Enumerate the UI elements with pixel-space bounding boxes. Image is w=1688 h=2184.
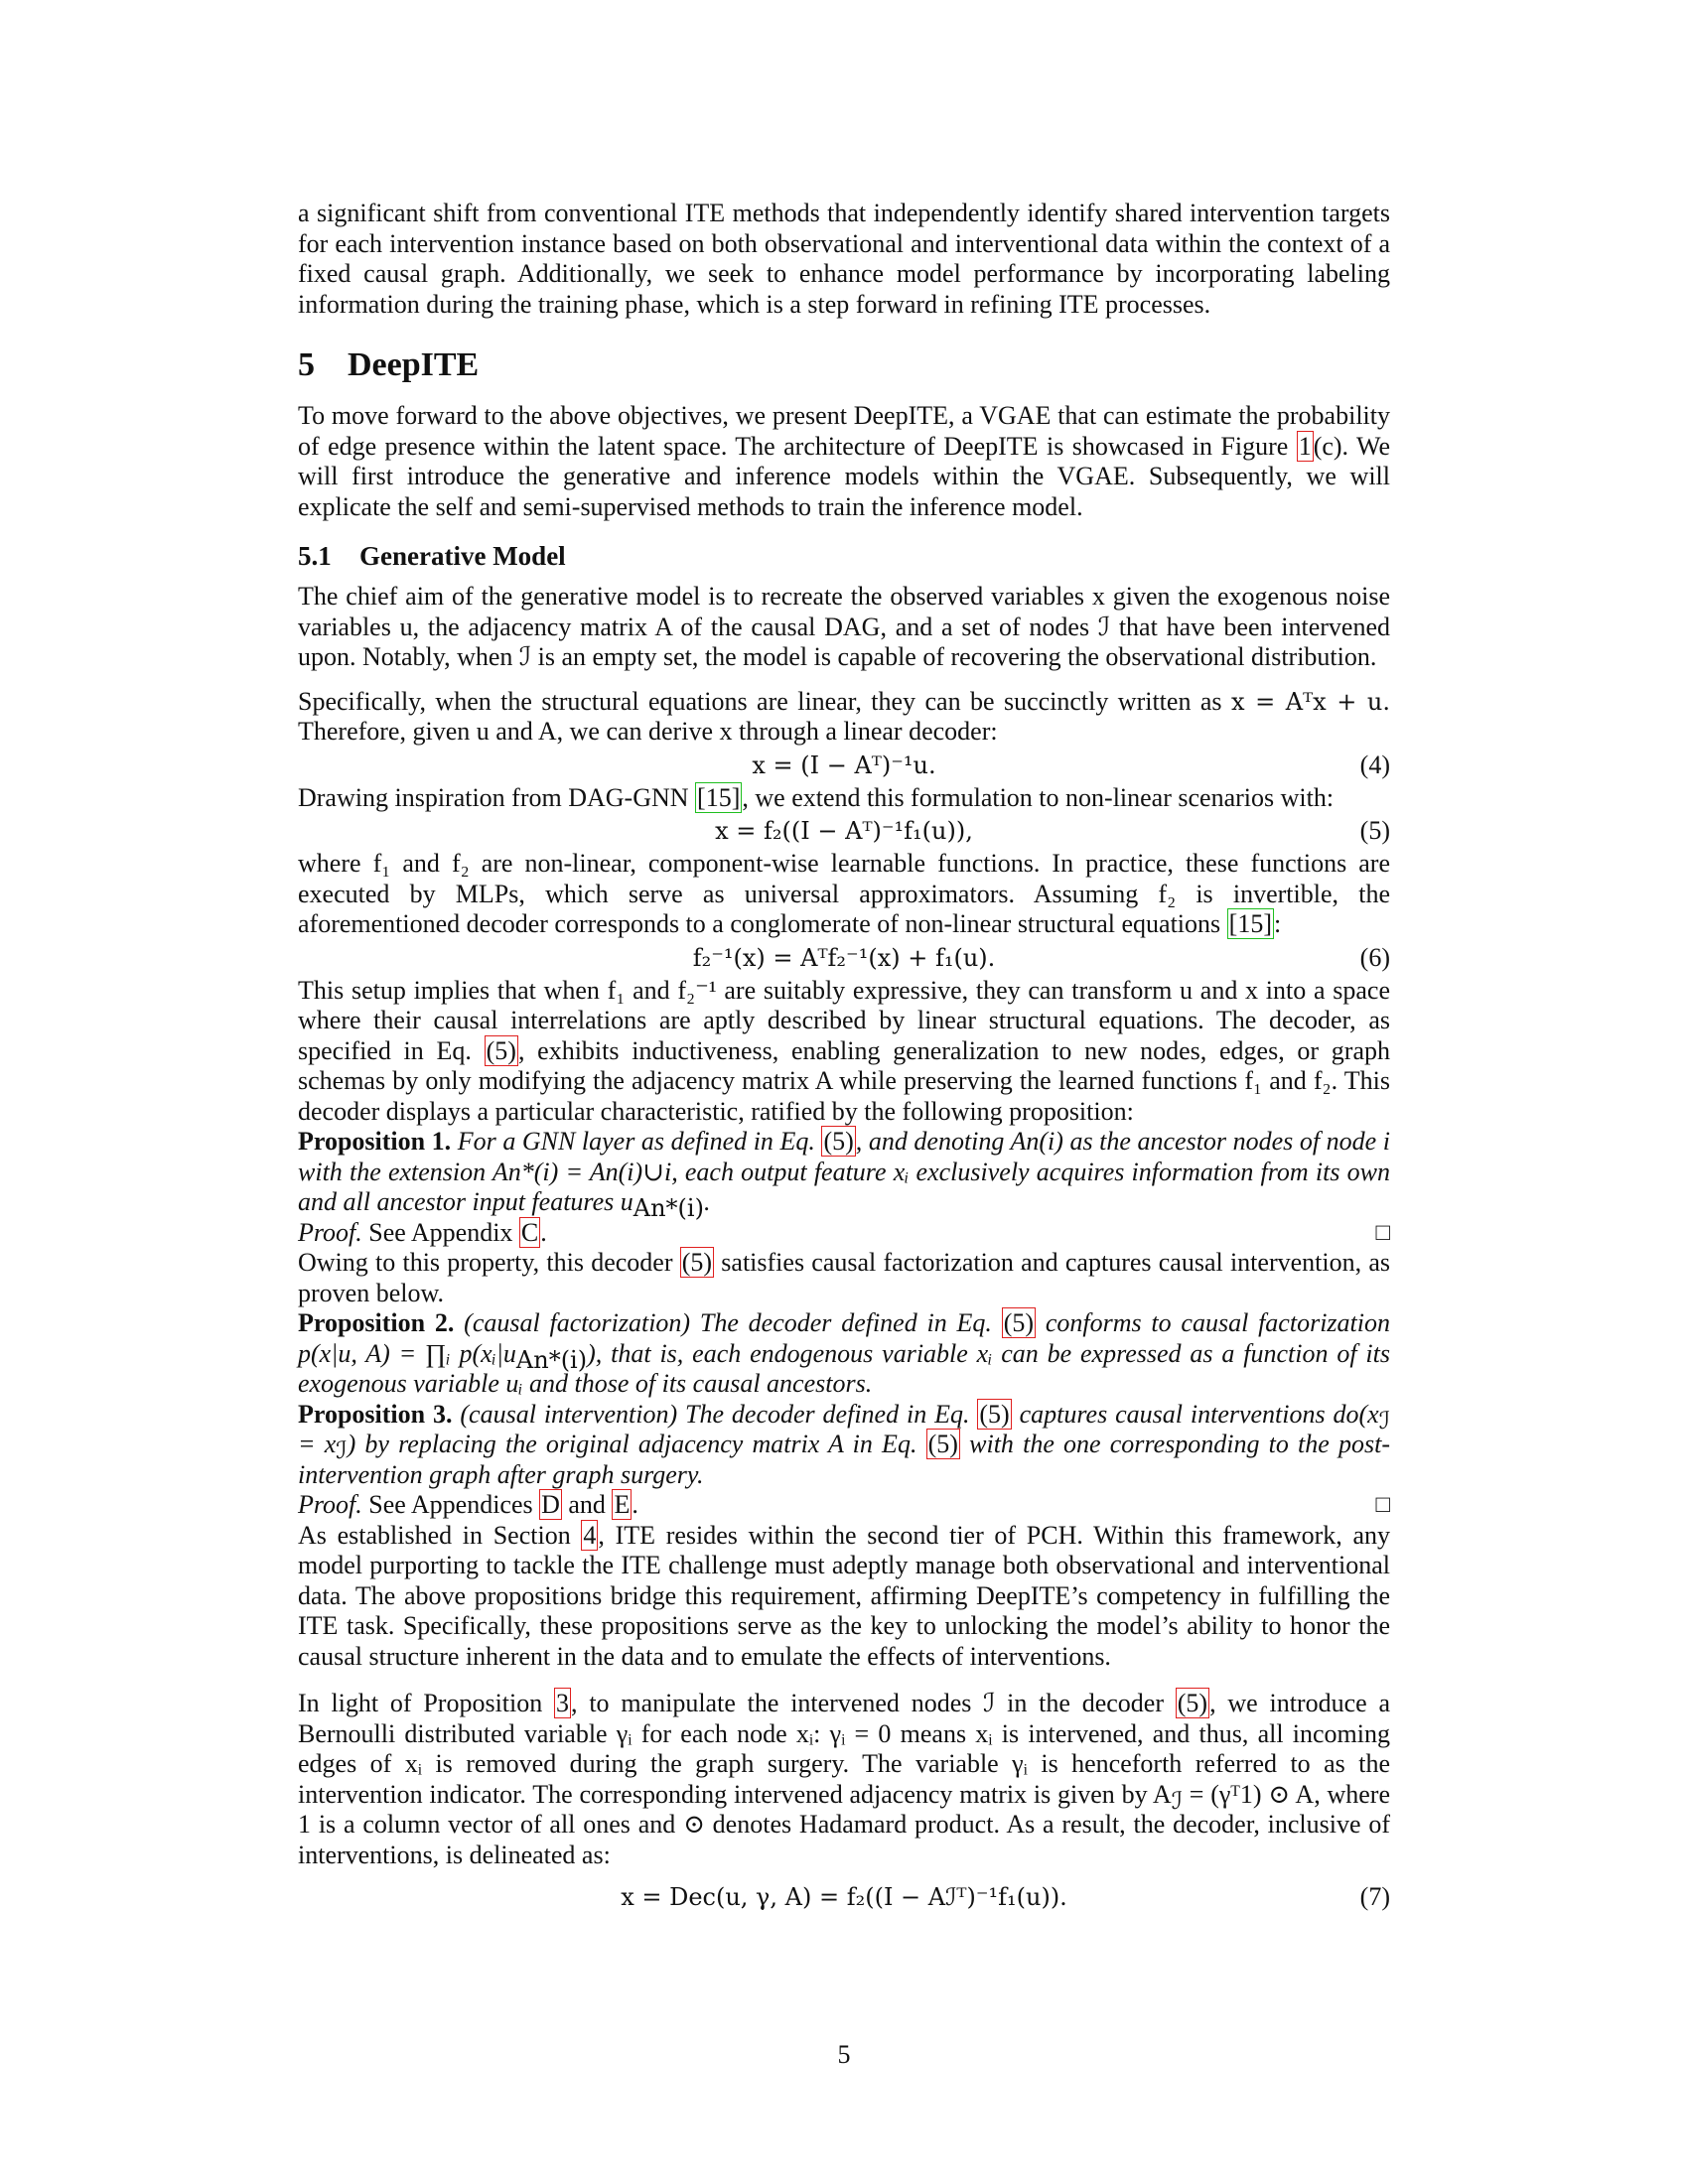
citation-link[interactable]: [15] [697, 782, 741, 812]
equation-ref-link[interactable]: (5) [681, 1248, 713, 1277]
proof-1: Proof. See Appendix C. □ [298, 1217, 1390, 1247]
equation-6 [298, 940, 1390, 976]
equation-number: (5) [1359, 816, 1390, 845]
equation-ref-link[interactable]: (5) [486, 1035, 516, 1065]
equation-ref-link[interactable]: (5) [979, 1399, 1010, 1429]
proposition-label: Proposition 3. [298, 1399, 453, 1429]
proposition-3: Proposition 3. (causal intervention) The decoder defined in Eq. (5) captures causal interventions $do(x_ℐ = x_ℐ)$ by replacing the original adjacency matrix A in Eq. (5) with the one corresponding to the post-intervention graph after graph surgery. [298, 1399, 1390, 1489]
equation-ref-link[interactable]: (5) [1177, 1689, 1208, 1717]
proof-label: Proof. [298, 1490, 362, 1519]
equation-ref-link[interactable]: (5) [927, 1430, 958, 1458]
proposition-2: Proposition 2. (causal factorization) The decoder defined in Eq. (5) conforms to causal factorization p(x|u, A) = ∏ᵢ $p(xᵢ|u_{An*(i)})$, that is, each endogenous variable xᵢ can be expressed as a function of its exogenous variable uᵢ and those of its causal ancestors. [298, 1308, 1390, 1398]
equation-body: x = f₂((I − Aᵀ)⁻¹f₁(u)), [715, 817, 973, 845]
appendix-ref-link[interactable]: C [520, 1217, 539, 1247]
section-number: 5 [298, 346, 315, 383]
section-title: DeepITE [348, 346, 480, 383]
equation-number: (6) [1359, 942, 1390, 972]
generative-paragraph-1: The chief aim of the generative model is to recreate the observed variables x given the exogenous noise variables u, the adjacency matrix A of the causal DAG, and a set of nodes ℐ that have been intervened upon. Notably, when ℐ is an empty set, the model is capable of recovering the observational distribution. [298, 582, 1390, 671]
qed-symbol: □ [1375, 1492, 1390, 1518]
proof-label: Proof. [298, 1217, 362, 1247]
citation-link[interactable]: [15] [1228, 909, 1272, 938]
eq6-paragraph: This setup implies that when f₁ and f₂⁻¹ are suitably expressive, they can transform u and x into a space where their causal interrelations are aptly described by linear structural equations. The decoder, as specified in Eq. (5), exhibits inductiveness, enabling generalization to new nodes, edges, or graph schemas by only modifying the adjacency matrix A while preserving the learned functions f₁ and f₂. This decoder displays a particular characteristic, ratified by the following proposition: [298, 975, 1391, 1126]
intervention-paragraph: In light of Proposition 3, to manipulate the intervened nodes ℐ in the decoder (5), we introduce a Bernoulli distributed variable γᵢ for each node xᵢ: γᵢ = 0 means xᵢ is intervened, and thus, all incoming edges of xᵢ is removed during the graph surgery. The variable γᵢ is henceforth referred to as the intervention indicator. The corresponding intervened adjacency matrix is given by $A_ℐ$ = (γᵀ1) ⊙ A, where 1 is a column vector of all ones and ⊙ denotes Hadamard product. As a result, the decoder, inclusive of interventions, is delineated as: [298, 1689, 1391, 1869]
after-proof-paragraph: Owing to this property, this decoder (5) satisfies causal factorization and captures causal intervention, as proven below. [298, 1248, 1390, 1307]
section-paragraph: To move forward to the above objectives, we present DeepITE, a VGAE that can estimate the probability of edge presence within the latent space. The architecture of DeepITE is showcased in Figure 1(c). We will first introduce the generative and inference models within the VGAE. Subsequently, we will explicate the self and semi-supervised methods to train the inference model. [298, 401, 1390, 521]
section-ref-link[interactable]: 4 [583, 1520, 597, 1550]
paper-page [298, 199, 1390, 1920]
equation-7 [298, 1874, 1390, 1920]
pch-paragraph: As established in Section 4, ITE resides within the second tier of PCH. Within this framework, any model purporting to tackle the ITE challenge must adeptly manage both observational and interventional data. The above propositions bridge this requirement, affirming DeepITE’s competency in fulfilling the ITE task. Specifically, these propositions serve as the key to unlocking the model’s ability to honor the causal structure inherent in the data and to emulate the effects of interventions. [298, 1520, 1390, 1671]
inline-equation: x = Aᵀx + u. [1230, 687, 1390, 716]
equation-4 [298, 748, 1390, 783]
intro-paragraph: a significant shift from conventional ITE methods that independently identify shared intervention targets for each intervention instance based on both observational and interventional data within the context of a fixed causal graph. Additionally, we seek to enhance model performance by incorporating labeling information during the training phase, which is a step forward in refining ITE processes. [298, 199, 1390, 319]
section-heading [298, 345, 1390, 385]
generative-paragraph-2: Specifically, when the structural equations are linear, they can be succinctly written as x = Aᵀx + u. Therefore, given u and A, we can derive x through a linear decoder: [298, 686, 1390, 746]
subsection-title: Generative Model [359, 541, 566, 571]
page-number: 5 [837, 2040, 851, 2069]
appendix-ref-link[interactable]: D [541, 1490, 560, 1519]
dag-gnn-line: Drawing inspiration from DAG-GNN [15], we extend this formulation to non-linear scenarios with: [298, 782, 1335, 812]
subsection-number: 5.1 [298, 541, 332, 571]
eq5-paragraph: where f₁ and f₂ are non-linear, component-wise learnable functions. In practice, these functions are executed by MLPs, which serve as universal approximators. Assuming f₂ is invertible, the aforementioned decoder corresponds to a conglomerate of non-linear structural equations [15]: [298, 849, 1390, 938]
qed-symbol: □ [1375, 1219, 1390, 1246]
equation-number: (4) [1359, 750, 1390, 779]
equation-number: (7) [1359, 1882, 1390, 1911]
proposition-ref-link[interactable]: 3 [556, 1689, 570, 1717]
equation-body: x = (I − Aᵀ)⁻¹u. [752, 751, 936, 779]
appendix-ref-link[interactable]: E [614, 1490, 631, 1519]
proposition-label: Proposition 1. [298, 1127, 452, 1156]
equation-5 [298, 813, 1390, 849]
subsection-heading [298, 540, 1390, 572]
equation-ref-link[interactable]: (5) [823, 1127, 854, 1156]
equation-body: f₂⁻¹(x) = Aᵀf₂⁻¹(x) + f₁(u). [692, 943, 996, 972]
equation-body: x = Dec(u, γ, A) = f₂((I − Aℐᵀ)⁻¹f₁(u)). [621, 1883, 1067, 1911]
proposition-label: Proposition 2. [298, 1308, 455, 1337]
figure-ref-link[interactable]: 1 [1298, 431, 1312, 461]
equation-ref-link[interactable]: (5) [1003, 1308, 1035, 1337]
proof-2-3: Proof. See Appendices D and E. □ [298, 1490, 1390, 1519]
proposition-1: Proposition 1. For a GNN layer as defined in Eq. (5), and denoting An(i) as the ancestor nodes of node i with the extension An*(i) = An(i)∪i, each output feature xᵢ exclusively acquires information from its own and all ancestor input features $u_{An*(i)}$. [298, 1127, 1390, 1223]
